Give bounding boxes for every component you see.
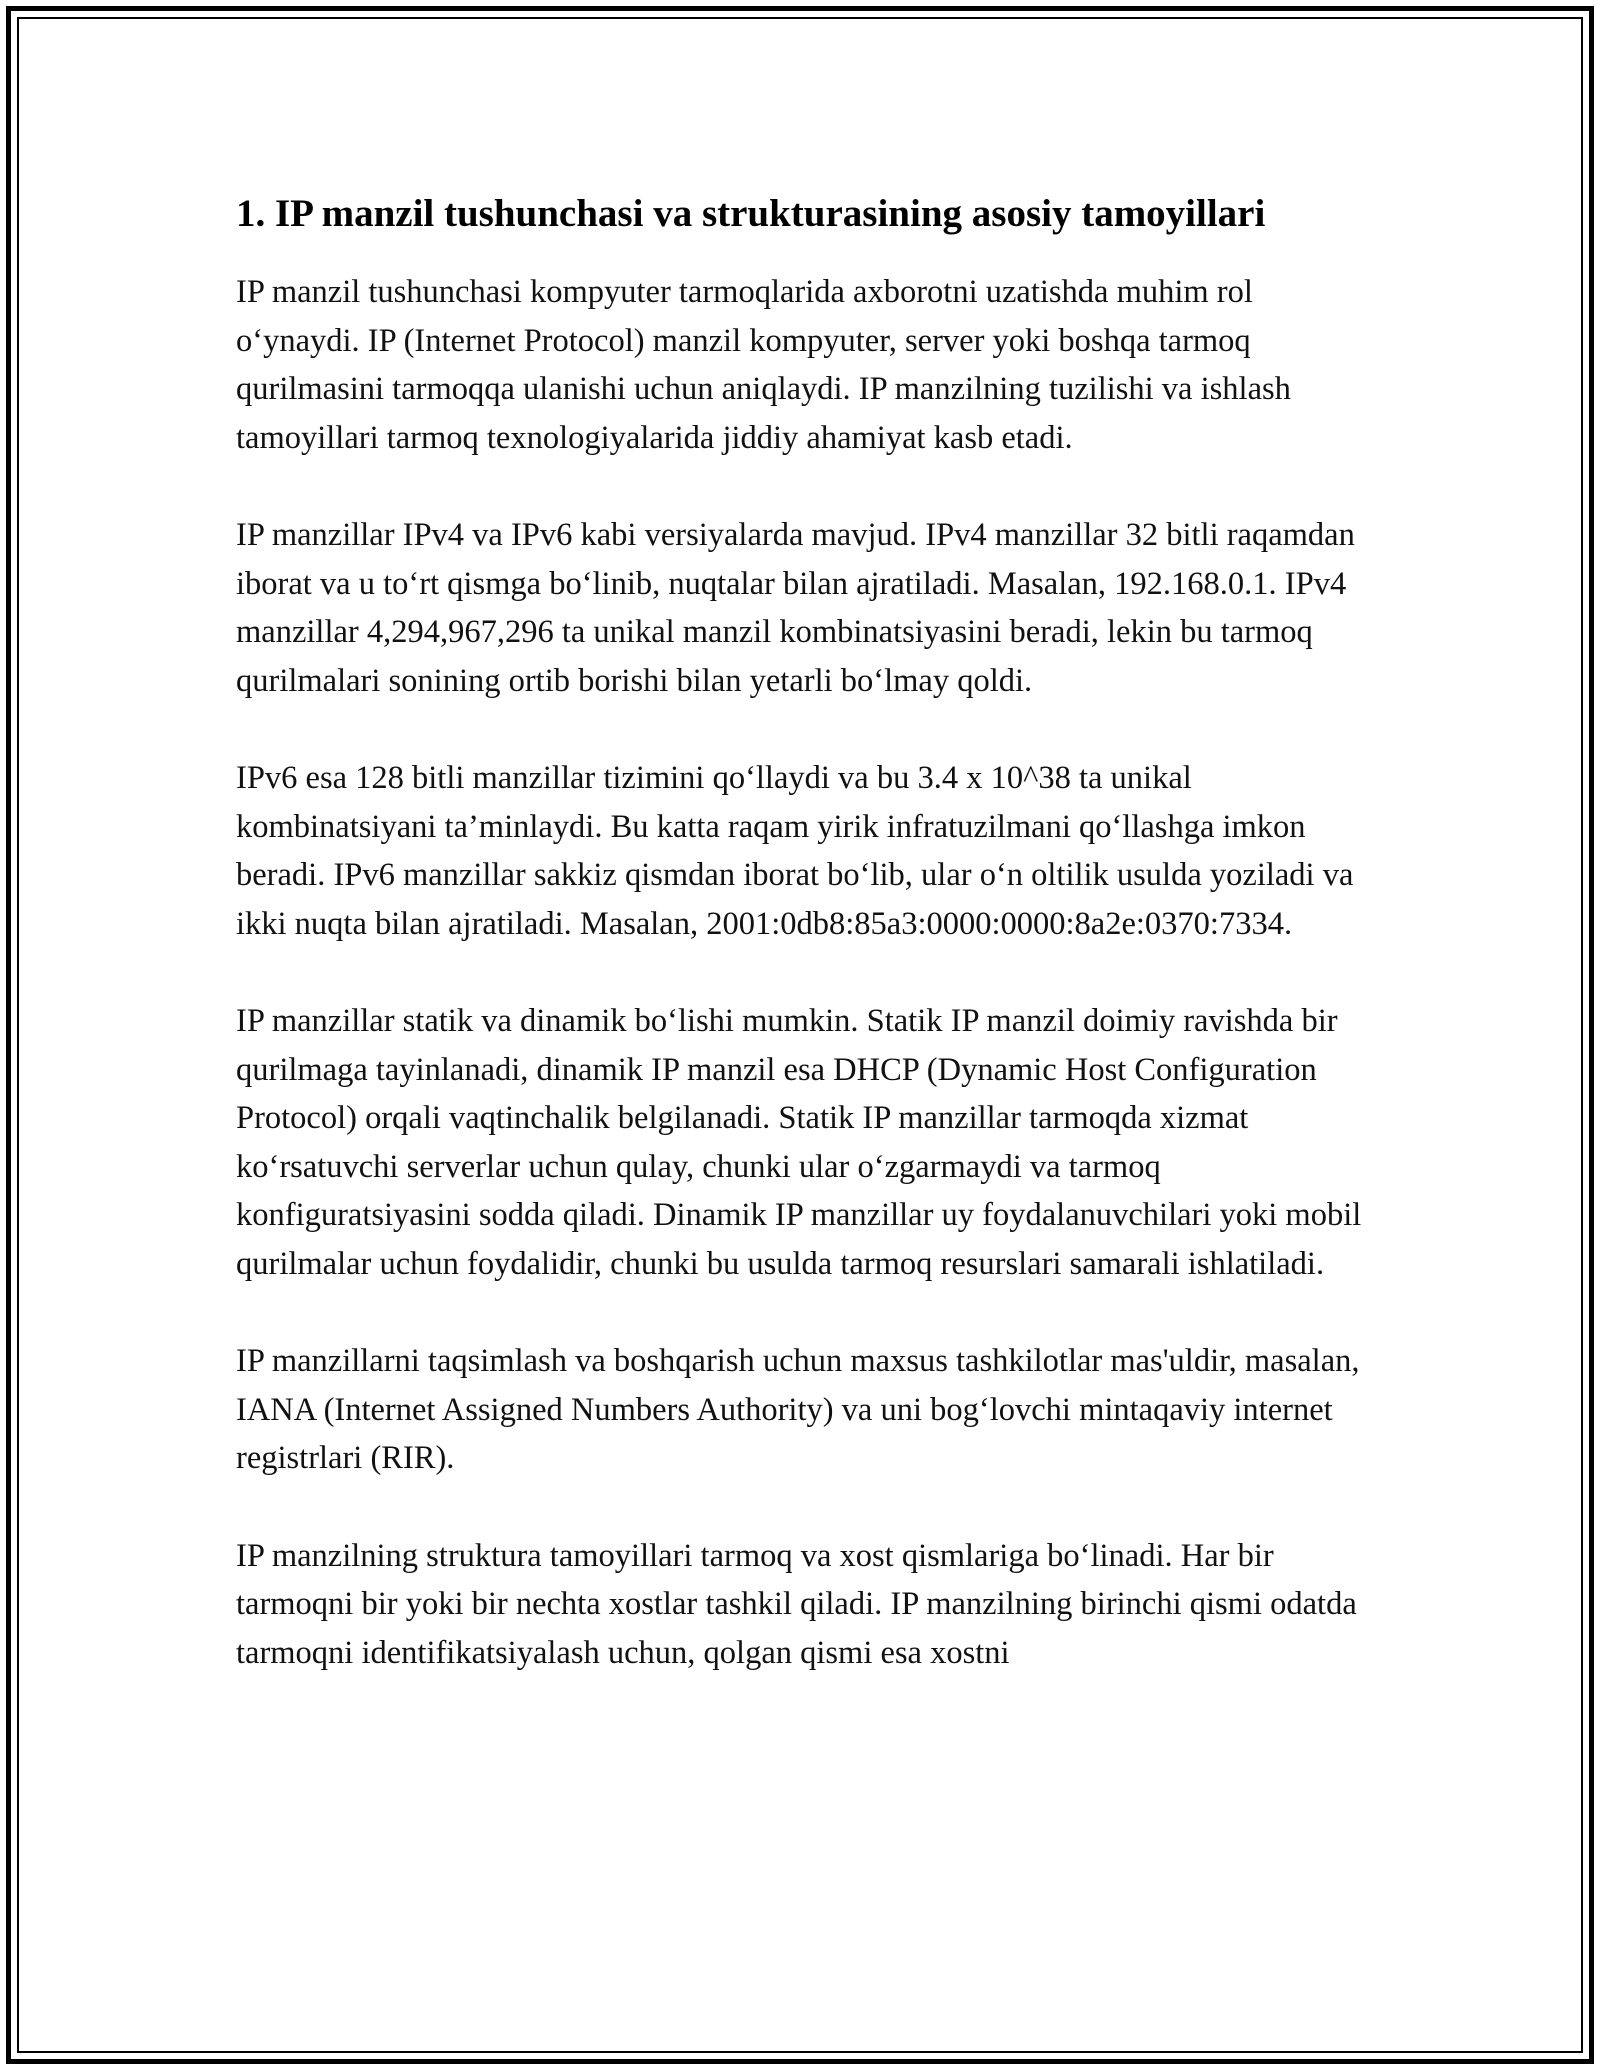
paragraph-ipv4: IP manzillar IPv4 va IPv6 kabi versiyalarda mavjud. IPv4 manzillar 32 bitli raqamdan iborat va u to‘rt qismga bo‘linib, nuqtalar bilan ajratiladi. Masalan, 192.168.0.1. IPv4 manzillar 4,294,967,296 ta unikal manzil kombinatsiyasini beradi, lekin bu tarmoq qurilmalari sonining ortib borishi bilan yetarli bo‘lmay qoldi. (236, 517, 1355, 699)
document-body (236, 190, 1366, 1726)
paragraph-structure: IP manzilning struktura tamoyillari tarmoq va xost qismlariga bo‘linadi. Har bir tarmoqni bir yoki bir nechta xostlar tashkil qiladi. IP manzilning birinchi qismi odatda tarmoqni identifikatsiyalash uchun, qolgan qismi esa xostni (236, 1537, 1357, 1671)
paragraph-static-dynamic: IP manzillar statik va dinamik bo‘lishi mumkin. Statik IP manzil doimiy ravishda bir qurilmaga tayinlanadi, dinamik IP manzil esa DHCP (Dynamic Host Configuration Protocol) orqali vaqtinchalik belgilanadi. Statik IP manzillar tarmoqda xizmat ko‘rsatuvchi serverlar uchun qulay, chunki ular o‘zgarmaydi va tarmoq konfiguratsiyasini sodda qiladi. Dinamik IP manzillar uy foydalanuvchilari yoki mobil qurilmalar uchun foydalidir, chunki bu usulda tarmoq resurslari samarali ishlatiladi. (236, 1003, 1362, 1282)
paragraph-allocation: IP manzillarni taqsimlash va boshqarish uchun maxsus tashkilotlar mas'uldir, masalan, IANA (Internet Assigned Numbers Authority) va uni bog‘lovchi mintaqaviy internet registrlari (RIR). (236, 1343, 1360, 1476)
paragraph-ipv6: IPv6 esa 128 bitli manzillar tizimini qo‘llaydi va bu 3.4 x 10^38 ta unikal kombinatsiyani ta’minlaydi. Bu katta raqam yirik infratuzilmani qo‘llashga imkon beradi. IPv6 manzillar sakkiz qismdan iborat bo‘lib, ular o‘n oltilik usulda yoziladi va ikki nuqta bilan ajratiladi. Masalan, 2001:0db8:85a3:0000:0000:8a2e:0370:7334. (236, 760, 1354, 942)
paragraph-intro: IP manzil tushunchasi kompyuter tarmoqlarida axborotni uzatishda muhim rol o‘ynaydi. IP (Internet Protocol) manzil kompyuter, server yoki boshqa tarmoq qurilmasini tarmoqqa ulanishi uchun aniqlaydi. IP manzilning tuzilishi va ishlash tamoyillari tarmoq texnologiyalarida jiddiy ahamiyat kasb etadi. (236, 274, 1291, 456)
section-heading: 1. IP manzil tushunchasi va strukturasining asosiy tamoyillari (236, 192, 1266, 235)
